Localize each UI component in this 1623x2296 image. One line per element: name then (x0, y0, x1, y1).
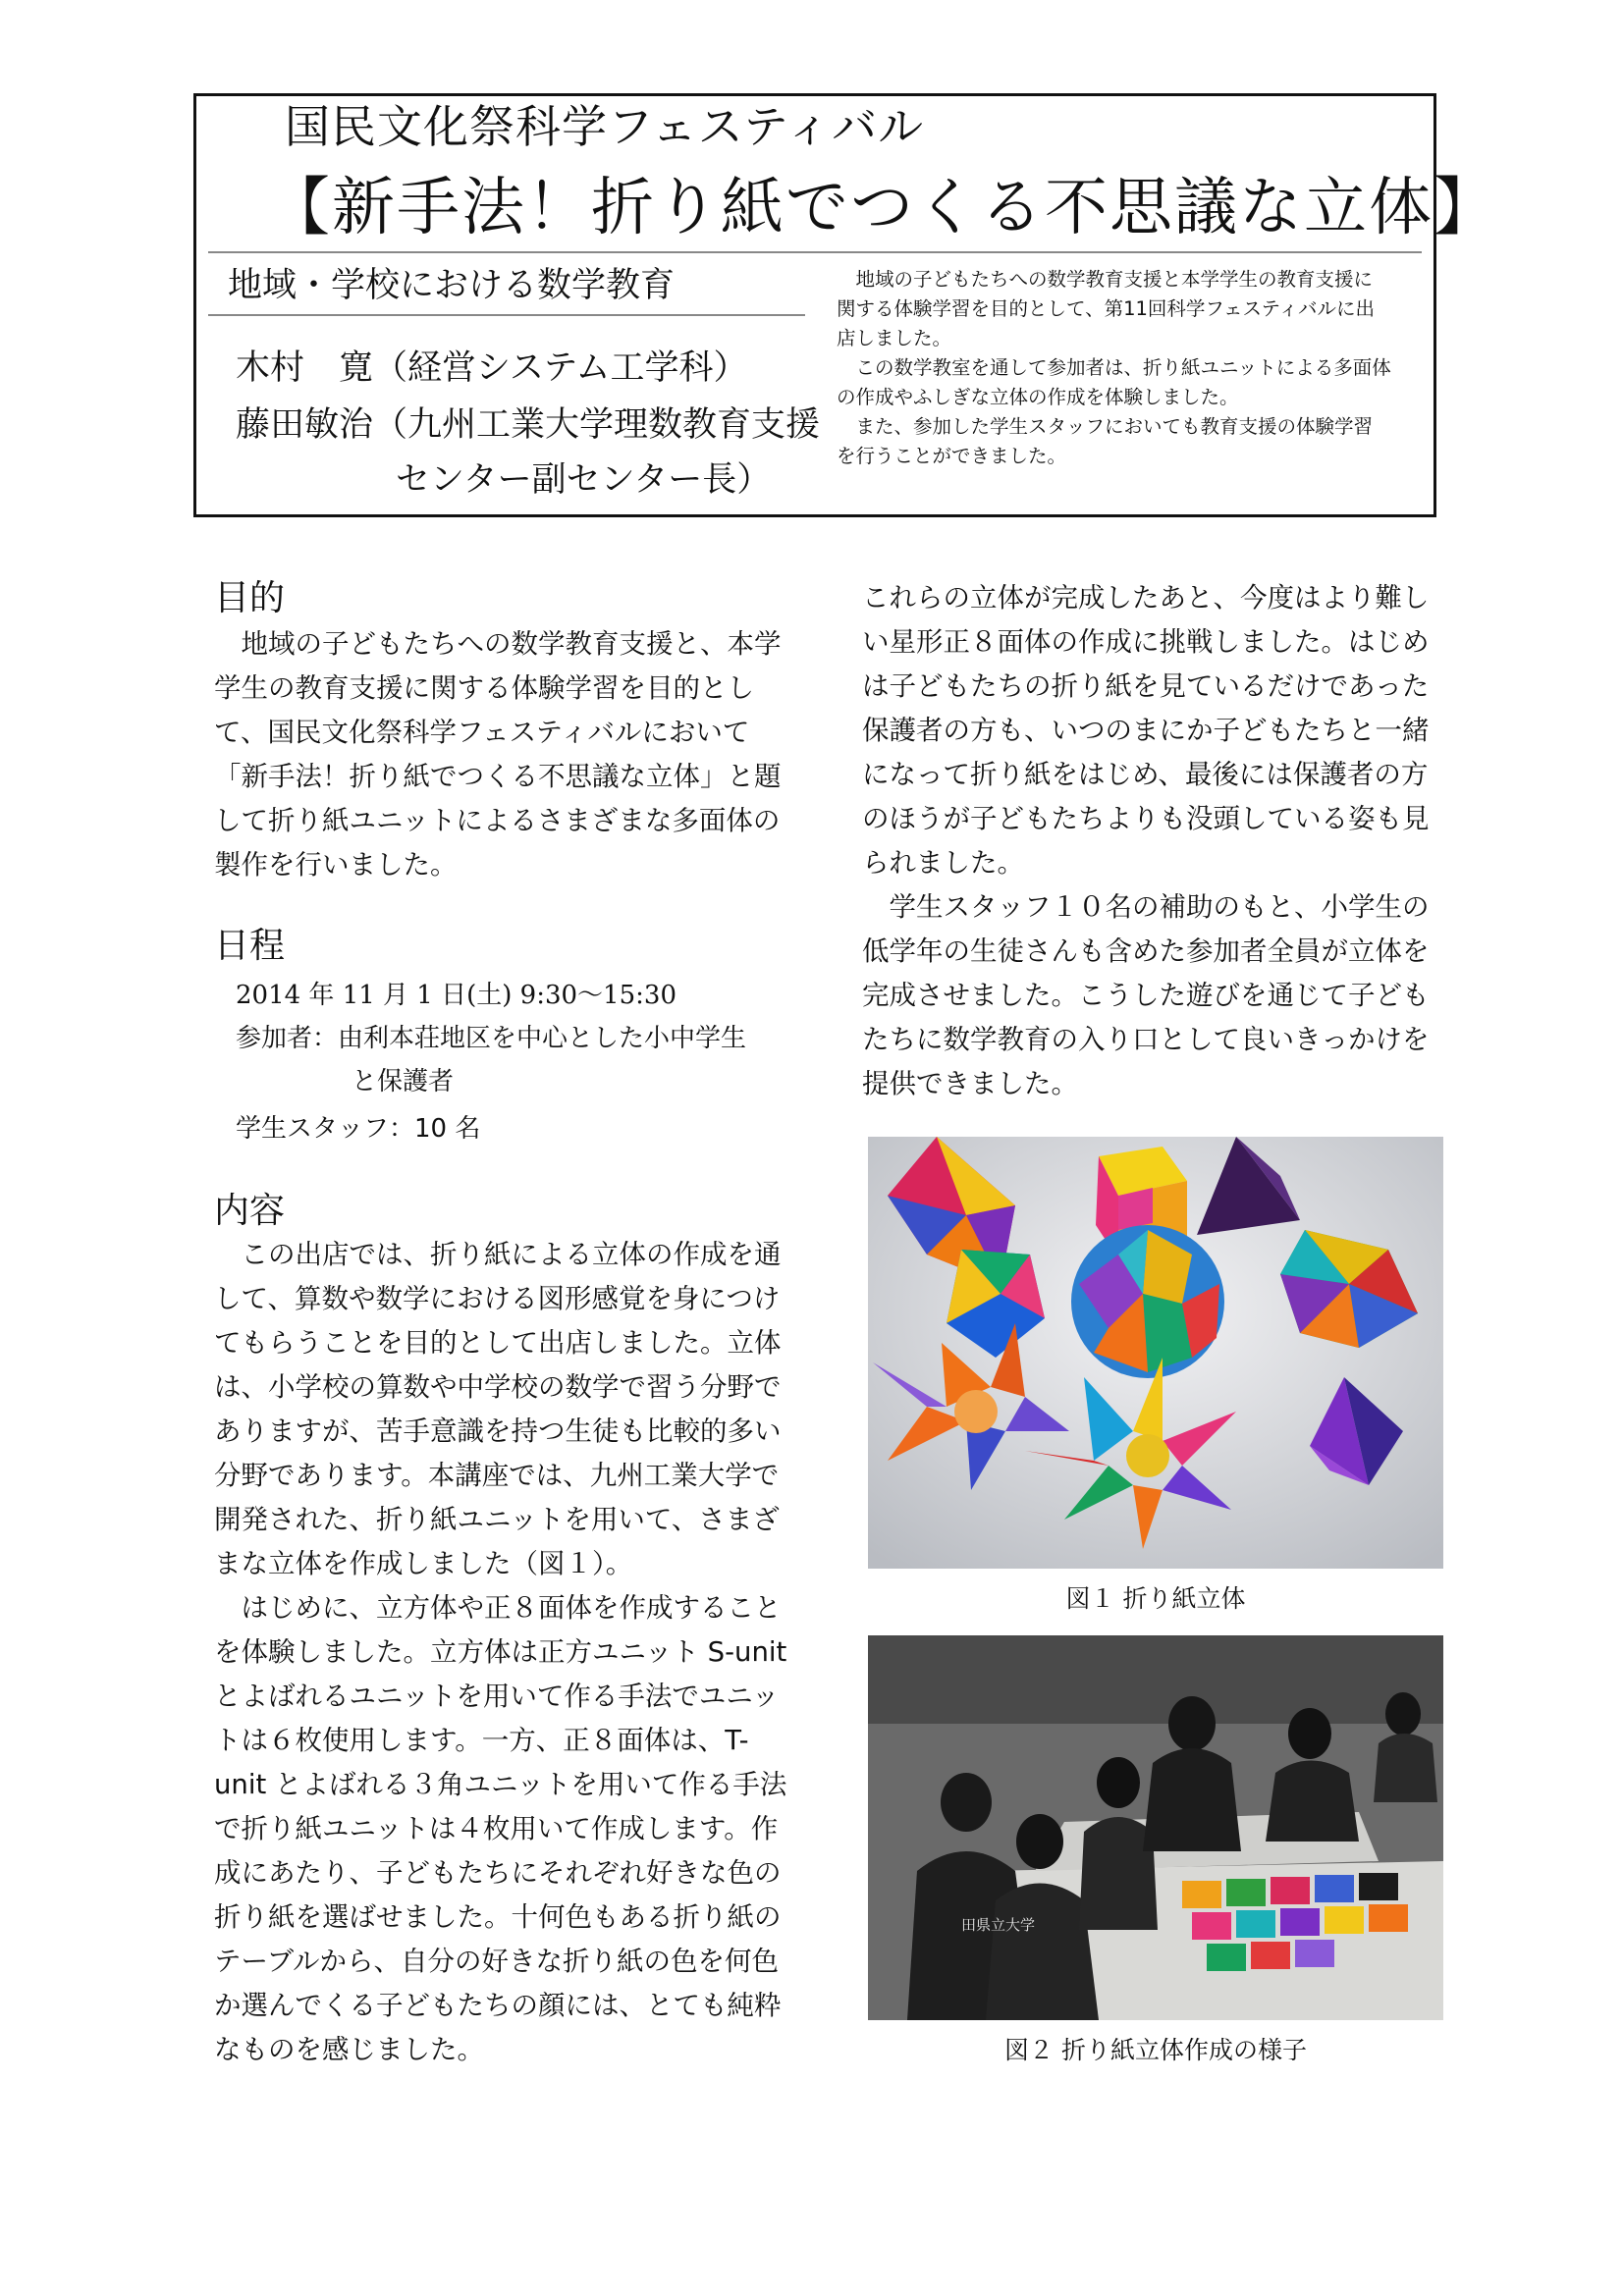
content-paragraph: これらの立体が完成したあと、今度はより難しい星形正８面体の作成に挑戦しました。はじめは子どもたちの折り紙を見ているだけであった保護者の方も、いつのまにか子どもたちと一緒になって折り紙をはじめ、最後には保護者の方のほうが子どもたちよりも没頭している姿も見られました。 (862, 582, 1430, 879)
category-divider (208, 314, 805, 316)
schedule-heading: 日程 (214, 926, 286, 966)
figure-origami-polyhedra (868, 1137, 1443, 1569)
main-title: 【新手法！折り紙でつくる不思議な立体】 (267, 172, 1498, 244)
summary-paragraph: 地域の子どもたちへの数学教育支援と本学学生の教育支援に関する体験学習を目的として、第11回科学フェスティバルに出店しました。 (837, 268, 1375, 349)
author-kimura: 木村 寛（経営システム工学科） (236, 348, 748, 388)
workshop-photo (868, 1635, 1443, 2020)
figure2-caption: 図２ 折り紙立体作成の様子 (1004, 2036, 1307, 2064)
summary-paragraph: また、参加した学生スタッフにおいても教育支援の体験学習を行うことができました。 (837, 415, 1374, 467)
summary (837, 265, 1391, 471)
content-paragraph: はじめに、立方体や正８面体を作成することを体験しました。立方体は正方ユニット S-unit とよばれるユニットを用いて作る手法でユニットは６枚使用します。一方、正８面体は、T-unit とよばれる３角ユニットを用いて作る手法で折り紙ユニットは４枚用いて作成します。作成にあたり、子どもたちにそれぞれ好きな色の折り紙を選ばせました。十何色もある折り紙のテーブルから、自分の好きな折り紙の色を何色か選んでくる子どもたちの顔には、とても純粋なものを感じました。 (214, 1592, 787, 2065)
figure1-caption: 図１ 折り紙立体 (1065, 1584, 1246, 1613)
content-body (214, 1233, 793, 2072)
origami-photo (868, 1137, 1443, 1569)
author-fujita-affiliation: センター副センター長） (396, 460, 772, 500)
purpose-heading: 目的 (214, 578, 286, 618)
author-fujita: 藤田敏治（九州工業大学理数教育支援 (236, 405, 821, 445)
festival-name: 国民文化祭科学フェスティバル (285, 100, 925, 153)
content-paragraph: 学生スタッフ１０名の補助のもと、小学生の低学年の生徒さんも含めた参加者全員が立体を完成させました。こうした遊びを通じて子どもたちに数学教育の入り口として良いきっかけを提供できました。 (862, 891, 1430, 1099)
purpose-body (214, 622, 793, 887)
jacket-print: 田県立大学 (961, 1916, 1036, 1934)
schedule-date: 2014 年 11 月 1 日(土) 9:30～15:30 (236, 981, 676, 1010)
figure-workshop-photo (868, 1635, 1443, 2020)
schedule-participants: 参加者：由利本荘地区を中心とした小中学生 (236, 1024, 747, 1053)
origami-ball (1071, 1225, 1224, 1378)
schedule-participants-cont: と保護者 (352, 1067, 455, 1096)
schedule-staff: 学生スタッフ：10 名 (236, 1114, 481, 1144)
content-paragraph: この出店では、折り紙による立体の作成を通して、算数や数学における図形感覚を身につけてもらうことを目的として出店しました。立体は、小学校の算数や中学校の数学で習う分野でありますが、苦手意識を持つ生徒も比較的多い分野であります。本講座では、九州工業大学で開発された、折り紙ユニットを用いて、さまざまな立体を作成しました（図１）。 (214, 1239, 782, 1579)
category-label: 地域・学校における数学教育 (228, 266, 676, 305)
content-heading: 内容 (214, 1191, 286, 1231)
content-body-continued (862, 576, 1434, 1106)
purpose-paragraph: 地域の子どもたちへの数学教育支援と、本学学生の教育支援に関する体験学習を目的として、国民文化祭科学フェスティバルにおいて「新手法！折り紙でつくる不思議な立体」と題して折り紙ユニットによるさまざまな多面体の製作を行いました。 (214, 628, 782, 881)
title-divider (208, 251, 1422, 253)
summary-paragraph: この数学教室を通して参加者は、折り紙ユニットによる多面体の作成やふしぎな立体の作成を体験しました。 (837, 356, 1391, 408)
